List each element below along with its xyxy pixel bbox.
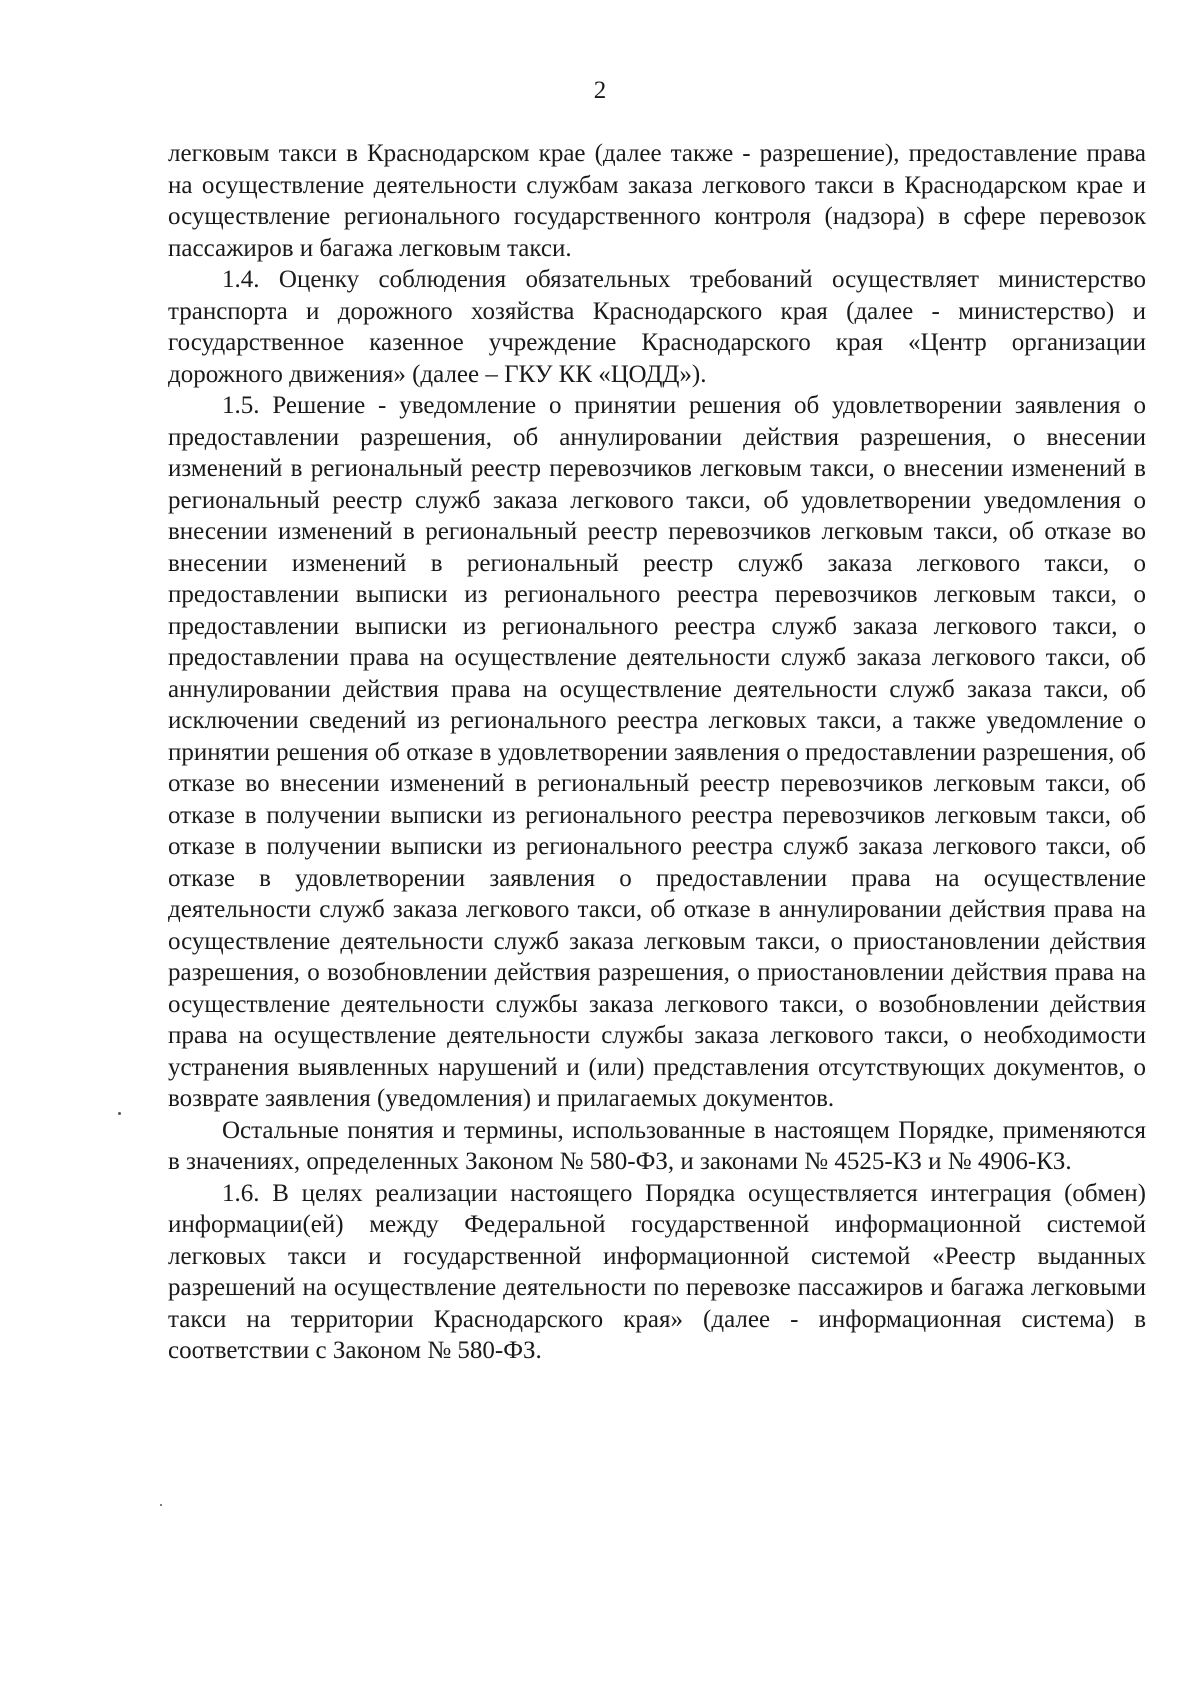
paragraph-continuation: легковым такси в Краснодарском крае (далее также - разрешение), предоставление права на осуществление деятельности службам заказа легкового такси в Краснодарском крае и осуществление регионального государственного контроля (надзора) в сфере перевозок пассажиров и багажа легковым такси.	[168, 140, 1146, 262]
document-body	[168, 138, 1146, 1367]
paragraph-1-4: 1.4. Оценку соблюдения обязательных требований осуществляет министерство транспорта и дорожного хозяйства Краснодарского края (далее - министерство) и государственное казенное учреждение Краснодарского края «Центр организации дорожного движения» (далее – ГКУ КК «ЦОДД»).	[168, 266, 1146, 388]
paragraph-1-6: 1.6. В целях реализации настоящего Порядка осуществляется интеграция (обмен) информации(ей) между Федеральной государственной информационной системой легковых такси и государственной информационной системой «Реестр выданных разрешений на осуществление деятельности по перевозке пассажиров и багажа легковыми такси на территории Краснодарского края» (далее - информационная система) в соответствии с Законом № 580-ФЗ.	[168, 1179, 1146, 1364]
page-number: 2	[593, 77, 607, 104]
paragraph-1-5: 1.5. Решение - уведомление о принятии решения об удовлетворении заявления о предоставлении разрешения, об аннулировании действия разрешения, о внесении изменений в региональный реестр перевозчиков легковым такси, о внесении изменений в региональный реестр служб заказа легкового такси, об удовлетворении уведомления о внесении изменений в региональный реестр перевозчиков легковым такси, об отказе во внесении изменений в региональный реестр служб заказа легкового такси, о предоставлении выписки из регионального реестра перевозчиков легковым такси, о предоставлении выписки из регионального реестра служб заказа легкового такси, о предоставлении права на осуществление деятельности служб заказа легкового такси, об аннулировании действия права на осуществление деятельности служб заказа такси, об исключении сведений из регионального реестра легковых такси, а также уведомление о принятии решения об отказе в удовлетворении заявления о предоставлении разрешения, об отказе во внесении изменений в региональный реестр перевозчиков легковым такси, об отказе в получении выписки из регионального реестра перевозчиков легковым такси, об отказе в получении выписки из регионального реестра служб заказа легкового такси, об отказе в удовлетворении заявления о предоставлении права на осуществление деятельности служб заказа легкового такси, об отказе в аннулировании действия права на осуществление деятельности служб заказа легковым такси, о приостановлении действия разрешения, о возобновлении действия разрешения, о приостановлении действия права на осуществление деятельности службы заказа легкового такси, о возобновлении действия права на осуществление деятельности службы заказа легкового такси, о необходимости устранения выявленных нарушений и (или) представления отсутствующих документов, о возврате заявления (уведомления) и прилагаемых документов.	[168, 392, 1146, 1112]
scan-speck	[160, 1504, 162, 1506]
scan-speck	[118, 1112, 121, 1115]
paragraph-terms: Остальные понятия и термины, использованные в настоящем Порядке, применяются в значениях, определенных Законом № 580-ФЗ, и законами № 4525-КЗ и № 4906-КЗ.	[168, 1116, 1146, 1175]
